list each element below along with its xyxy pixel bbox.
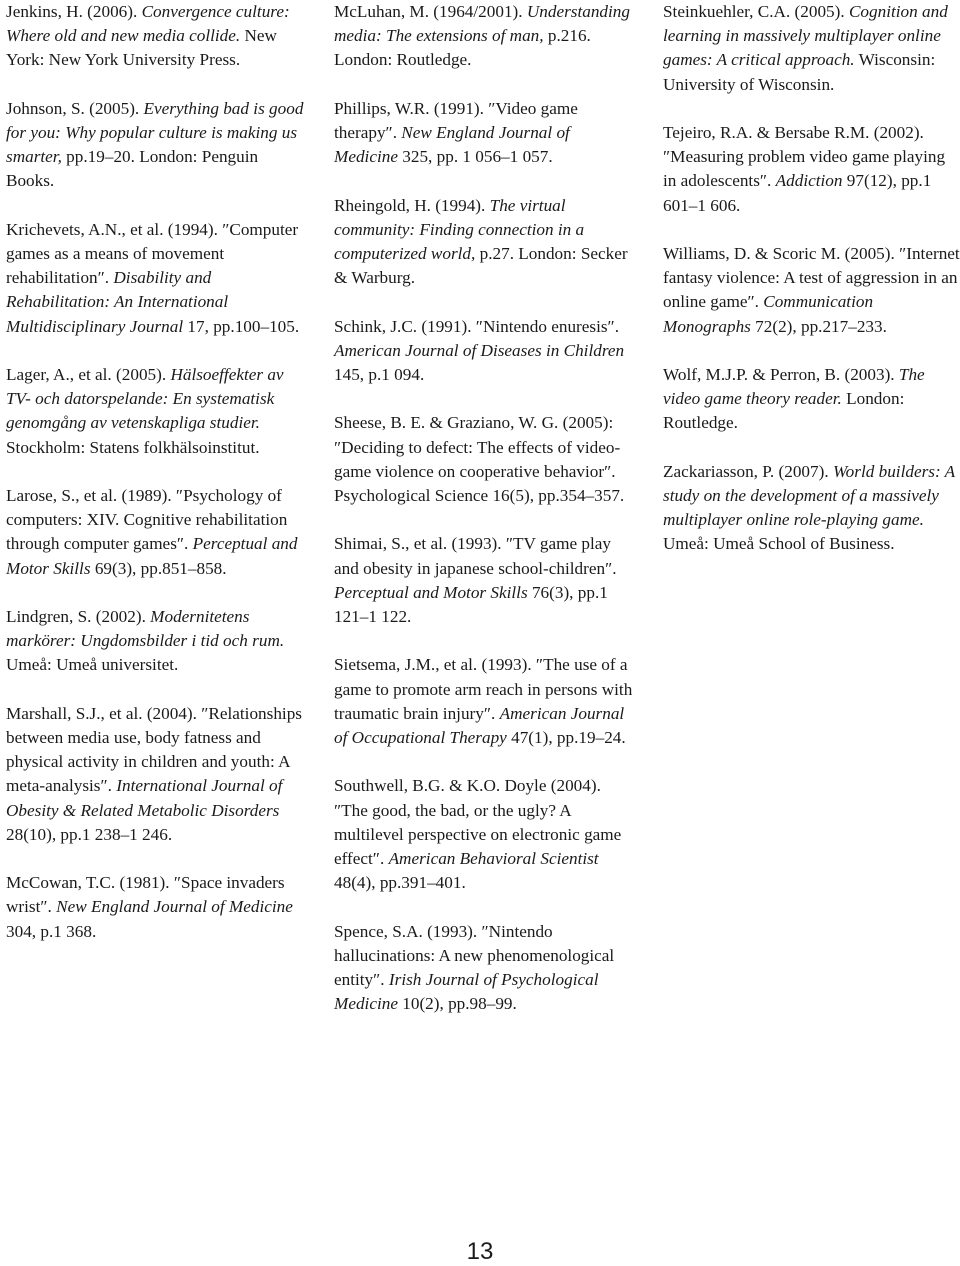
reference-text: Schink, J.C. (1991). ″Nintendo enuresis″. xyxy=(334,316,619,336)
reference-text: 28(10), pp.1 238–1 246. xyxy=(6,824,173,844)
reference-text: 76(3), pp.1 121–1 122. xyxy=(334,582,608,626)
reference-entry xyxy=(6,97,306,194)
reference-text: 145, p.1 094. xyxy=(334,365,425,384)
reference-text: 69(3), pp.851–858. xyxy=(90,558,227,578)
reference-column-3 xyxy=(663,0,960,581)
reference-entry xyxy=(663,242,960,339)
reference-entry xyxy=(334,194,634,291)
reference-text: Sietsema, J.M., et al. (1993). ″The use of a game to promote arm reach in persons with traumatic brain injury″. xyxy=(334,655,633,723)
reference-text: pp.19–20. London: Penguin Books. xyxy=(6,147,259,191)
reference-text: 47(1), pp.19–24. xyxy=(506,728,626,747)
reference-text: Steinkuehler, C.A. (2005). xyxy=(663,2,849,21)
reference-entry xyxy=(6,363,306,460)
reference-title: The video game theory reader. xyxy=(663,365,925,409)
reference-text: Spence, S.A. (1993). ″Nintendo hallucinations: A new phenomenological entity″. xyxy=(334,921,615,989)
reference-entry xyxy=(663,460,960,557)
reference-entry xyxy=(6,871,306,944)
reference-entry xyxy=(663,121,960,218)
reference-title: American Journal of Diseases in Children xyxy=(334,340,625,360)
reference-text: 48(4), pp.391–401. xyxy=(334,873,466,893)
reference-title: World builders: A study on the development of a massively multiplayer online role-playing game. xyxy=(663,461,955,530)
reference-text: Shimai, S., et al. (1993). ″TV game play and obesity in japanese school-children″. xyxy=(334,534,617,578)
reference-entry xyxy=(6,605,306,678)
reference-title: Cognition and learning in massively multiplayer online games: A critical approach. xyxy=(663,2,948,70)
reference-title: Everything bad is good for you: Why popular culture is making us smarter, xyxy=(6,98,304,167)
reference-text: London: Routledge. xyxy=(663,389,905,433)
reference-text: Southwell, B.G. & K.O. Doyle (2004). ″The good, the bad, or the ugly? A multilevel perspective on electronic game effect″. xyxy=(334,776,622,868)
reference-text: Tejeiro, R.A. & Bersabe R.M. (2002). ″Measuring problem video game playing in adolescents″. xyxy=(663,123,946,191)
reference-text: Stockholm: Statens folkhälsoinstitut. xyxy=(6,437,260,457)
reference-text: McLuhan, M. (1964/2001). xyxy=(334,2,527,21)
reference-entry xyxy=(334,411,634,508)
reference-title: American Behavioral Scientist xyxy=(388,849,599,868)
reference-text: 325, pp. 1 056–1 057. xyxy=(397,147,553,167)
reference-entry xyxy=(334,0,634,73)
reference-text: McCowan, T.C. (1981). ″Space invaders wrist″. xyxy=(6,873,285,917)
reference-title: The virtual community: Finding connection in a computerized world, xyxy=(334,195,585,263)
reference-text: Williams, D. & Scoric M. (2005). ″Internet fantasy violence: A test of aggression in an online game″. xyxy=(663,244,960,312)
reference-text: Sheese, B. E. & Graziano, W. G. (2005): ″Deciding to defect: The effects of video-game violence on cooperative behavior″. Psychological Science 16(5), pp.354–357. xyxy=(334,413,625,505)
reference-text: Umeå: Umeå School of Business. xyxy=(663,534,895,554)
reference-text: Rheingold, H. (1994). xyxy=(334,195,490,215)
reference-text: Wisconsin: University of Wisconsin. xyxy=(663,50,936,94)
reference-entry xyxy=(6,484,306,581)
reference-entry xyxy=(334,97,634,170)
reference-title: Perceptual and Motor Skills xyxy=(334,582,528,602)
reference-title: Understanding media: The extensions of man, xyxy=(334,2,630,46)
reference-text: Johnson, S. (2005). xyxy=(6,98,144,118)
reference-title: Modernitetens markörer: Ungdomsbilder i tid och rum. xyxy=(6,607,285,651)
reference-text: Krichevets, A.N., et al. (1994). ″Computer games as a means of movement rehabilitation″. xyxy=(6,219,299,288)
reference-text: Marshall, S.J., et al. (2004). ″Relationships between media use, body fatness and physical activity in children and youth: A meta-analysis″. xyxy=(6,703,302,796)
reference-text: Umeå: Umeå universitet. xyxy=(6,655,179,675)
reference-column-2 xyxy=(334,0,634,1041)
reference-column-1 xyxy=(6,0,306,968)
reference-text: Larose, S., et al. (1989). ″Psychology of computers: XIV. Cognitive rehabilitation through computer games″. xyxy=(6,486,288,554)
reference-text: p.216. London: Routledge. xyxy=(334,26,591,70)
reference-text: Phillips, W.R. (1991). ″Video game therapy″. xyxy=(334,98,578,142)
reference-title: Convergence culture: Where old and new media collide. xyxy=(6,2,290,46)
reference-title: Hälsoeffekter av TV- och datorspelande: En systematisk genomgång av vetenskapliga studier. xyxy=(6,365,284,433)
reference-entry xyxy=(663,0,960,97)
reference-entry xyxy=(6,0,306,73)
reference-title: Communication Monographs xyxy=(663,292,874,336)
reference-title: Irish Journal of Psychological Medicine xyxy=(334,970,599,1014)
reference-text: 10(2), pp.98–99. xyxy=(397,994,517,1014)
reference-entry xyxy=(663,363,960,436)
reference-text: 72(2), pp.217–233. xyxy=(750,316,887,336)
page-number: 13 xyxy=(466,1238,494,1265)
reference-text: Zackariasson, P. (2007). xyxy=(663,461,833,481)
reference-entry xyxy=(6,218,306,339)
reference-entry xyxy=(334,774,634,895)
reference-title: Disability and Rehabilitation: An International Multidisciplinary Journal xyxy=(6,268,229,336)
reference-entry xyxy=(334,532,634,629)
reference-text: Wolf, M.J.P. & Perron, B. (2003). xyxy=(663,365,899,384)
reference-entry xyxy=(334,920,634,1017)
reference-title: American Journal of Occupational Therapy xyxy=(334,703,625,747)
reference-text: New York: New York University Press. xyxy=(6,26,277,70)
reference-title: International Journal of Obesity & Related Metabolic Disorders xyxy=(6,776,283,820)
reference-entry xyxy=(6,702,306,847)
reference-text: 304, p.1 368. xyxy=(6,921,97,941)
reference-text: p.27. London: Secker & Warburg. xyxy=(334,244,628,288)
reference-title: Perceptual and Motor Skills xyxy=(6,534,298,578)
reference-title: New England Journal of Medicine xyxy=(56,897,293,917)
reference-text: Jenkins, H. (2006). xyxy=(6,2,142,21)
reference-title: New England Journal of Medicine xyxy=(334,123,570,167)
reference-text: 97(12), pp.1 601–1 606. xyxy=(663,171,932,215)
reference-entry xyxy=(334,653,634,750)
reference-entry xyxy=(334,315,634,388)
reference-text: Lindgren, S. (2002). xyxy=(6,607,151,626)
reference-title: Addiction xyxy=(775,171,843,191)
reference-text: 17, pp.100–105. xyxy=(183,316,300,336)
reference-text: Lager, A., et al. (2005). xyxy=(6,365,171,384)
